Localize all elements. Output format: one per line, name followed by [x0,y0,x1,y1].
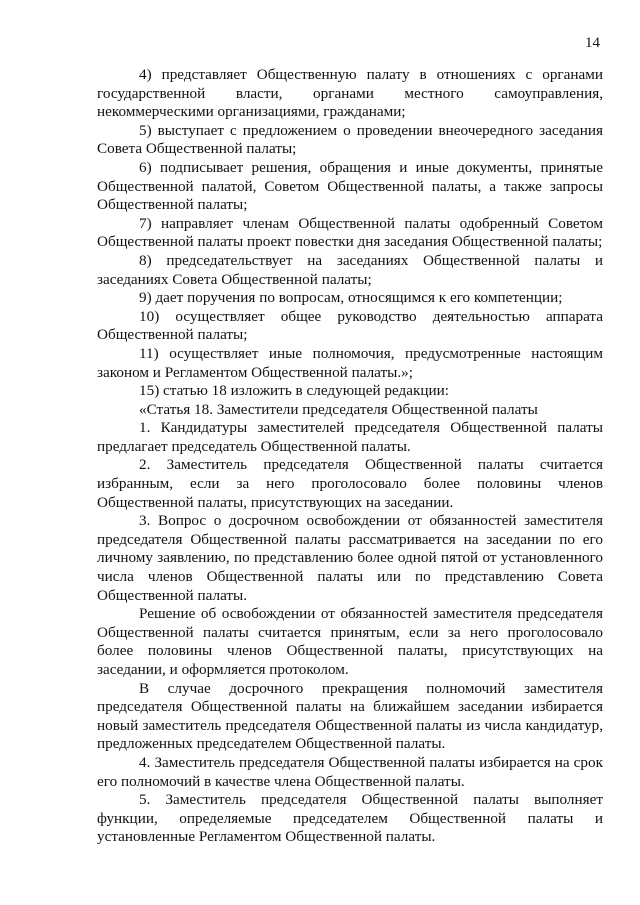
article-18-part-2: 2. Заместитель председателя Общественной палаты считается избранным, если за него проголосовало более половины членов Общественной палаты, присутствующих на заседании. [97,456,603,511]
paragraph-item-11: 11) осуществляет иные полномочия, предусмотренные настоящим законом и Регламентом Общественной палаты.»; [97,344,603,381]
paragraph-amendment-15: 15) статью 18 изложить в следующей редакции: [139,382,449,400]
page-number: 14 [585,35,600,51]
paragraph-item-6: 6) подписывает решения, обращения и иные документы, принятые Общественной палатой, Советом Общественной палаты, а также запросы Общественной палаты; [97,158,603,214]
article-18-part-5: 5. Заместитель председателя Общественной палаты выполняет функции, определяемые председателем Общественной палаты и установленные Регламентом Общественной палаты. [97,791,603,846]
article-18-part-4: 4. Заместитель председателя Общественной палаты избирается на срок его полномочий в качестве члена Общественной палаты. [97,753,603,790]
paragraph-item-8: 8) председательствует на заседаниях Общественной палаты и заседаниях Совета Общественной палаты; [97,251,603,288]
article-18-part-1: 1. Кандидатуры заместителей председателя Общественной палаты предлагает председатель Общественной палаты. [97,419,603,455]
article-18-heading: «Статья 18. Заместители председателя Общественной палаты [139,400,538,418]
article-18-part-3-decision: Решение об освобождении от обязанностей заместителя председателя Общественной палаты считается принятым, если за него проголосовало более половины членов Общественной палаты, присутствующих на заседании, и оформляется протоколом. [97,605,603,678]
document-body [97,66,603,847]
paragraph-item-10: 10) осуществляет общее руководство деятельностью аппарата Общественной палаты; [97,307,603,344]
paragraph-item-7: 7) направляет членам Общественной палаты одобренный Советом Общественной палаты проект повестки дня заседания Общественной палаты; [97,214,603,251]
article-18-part-3: 3. Вопрос о досрочном освобождении от обязанностей заместителя председателя Общественной палаты рассматривается на заседании по его личному заявлению, по представлению более одной пятой от установленного числа членов Общественной палаты или по представлению Совета Общественной палаты. [97,512,603,604]
article-18-part-3-early-termination: В случае досрочного прекращения полномочий заместителя председателя Общественной палаты на ближайшем заседании избирается новый заместитель председателя Общественной палаты из числа кандидатур, предложенных председателем Общественной палаты. [97,679,603,753]
paragraph-item-9: 9) дает поручения по вопросам, относящимся к его компетенции; [139,289,563,307]
paragraph-item-4: 4) представляет Общественную палату в отношениях с органами государственной власти, органами местного самоуправления, некоммерческими организациями, гражданами; [97,66,603,121]
paragraph-item-5: 5) выступает с предложением о проведении внеочередного заседания Совета Общественной палаты; [97,121,603,158]
